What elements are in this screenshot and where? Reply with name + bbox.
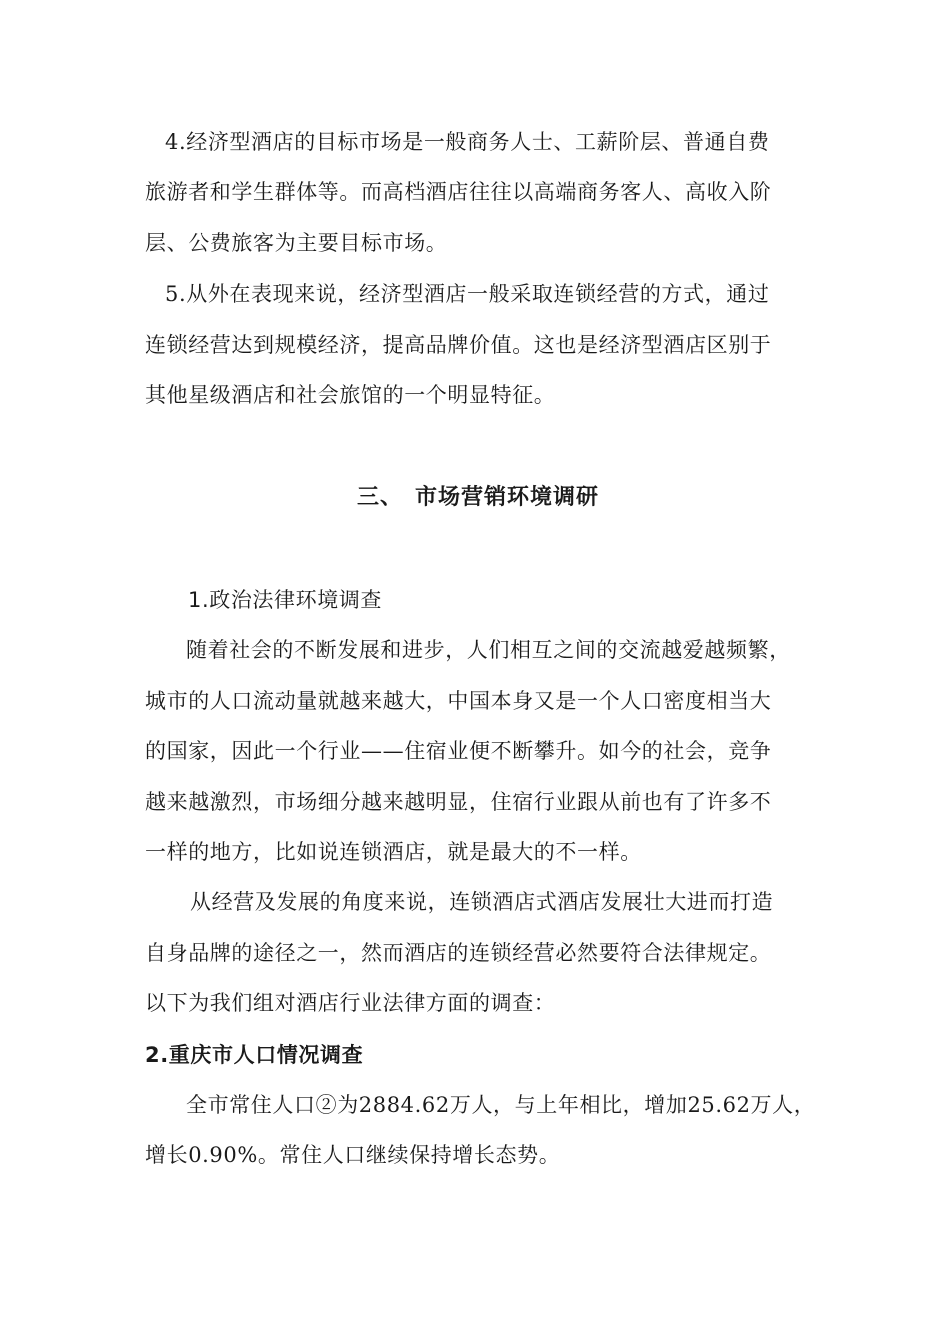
paragraph-5-line-1: 5.从外在表现来说，经济型酒店一般采取连锁经营的方式，通过 [165, 282, 770, 306]
section-number: 三、 [357, 485, 404, 510]
subsection-1-para-2-line-2: 自身品牌的途径之一，然而酒店的连锁经营必然要符合法律规定。 [145, 941, 772, 965]
subsection-1-para-1-line-2: 城市的人口流动量就越来越大，中国本身又是一个人口密度相当大 [145, 689, 772, 713]
paragraph-5-line-2: 连锁经营达到规模经济，提高品牌价值。这也是经济型酒店区别于 [145, 333, 772, 357]
subsection-2-para-1-line-2: 增长0.90%。常住人口继续保持增长态势。 [145, 1143, 561, 1167]
paragraph-4-line-2: 旅游者和学生群体等。而高档酒店往往以高端商务客人、高收入阶 [145, 180, 772, 204]
subsection-2-para-1-line-1: 全市常住人口②为2884.62万人，与上年相比，增加25.62万人， [186, 1093, 816, 1117]
subsection-2-heading: 2.重庆市人口情况调查 [145, 1043, 364, 1067]
section-title: 市场营销环境调研 [415, 485, 600, 510]
subsection-1-para-1-line-5: 一样的地方，比如说连锁酒店，就是最大的不一样。 [145, 840, 642, 864]
subsection-1-para-1-line-1: 随着社会的不断发展和进步，人们相互之间的交流越爱越频繁， [186, 638, 791, 662]
paragraph-5-line-3: 其他星级酒店和社会旅馆的一个明显特征。 [145, 383, 556, 407]
paragraph-4-line-1: 4.经济型酒店的目标市场是一般商务人士、工薪阶层、普通自费 [165, 130, 770, 154]
subsection-1-para-1-line-4: 越来越激烈，市场细分越来越明显，住宿行业跟从前也有了许多不 [145, 790, 772, 814]
subsection-1-heading: 1.政治法律环境调查 [188, 588, 383, 612]
subsection-1-para-2-line-1: 从经营及发展的角度来说，连锁酒店式酒店发展壮大进而打造 [190, 890, 774, 914]
subsection-1-para-1-line-3: 的国家，因此一个行业——住宿业便不断攀升。如今的社会，竞争 [145, 739, 772, 763]
paragraph-4-line-3: 层、公费旅客为主要目标市场。 [145, 231, 448, 255]
subsection-1-para-2-line-3: 以下为我们组对酒店行业法律方面的调查： [145, 991, 556, 1015]
